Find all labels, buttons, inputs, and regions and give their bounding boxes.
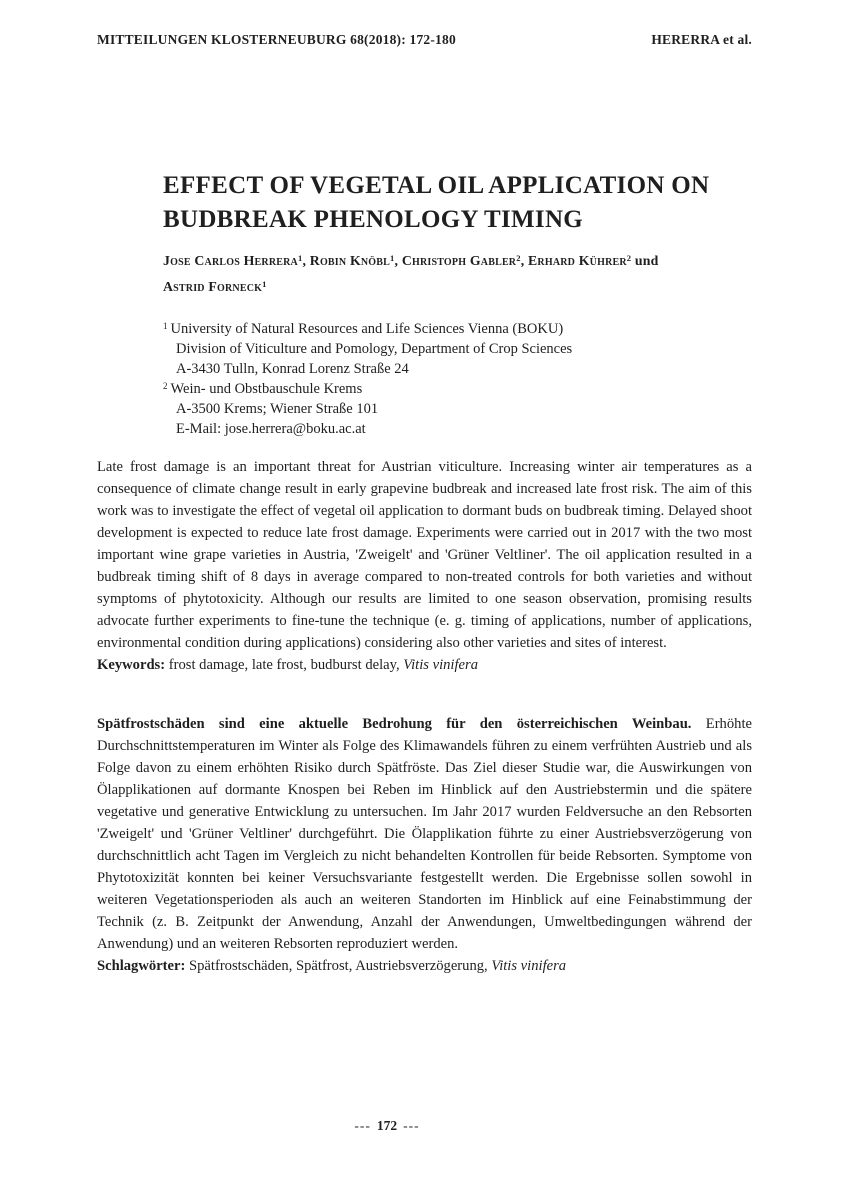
keywords-text: frost damage, late frost, budburst delay,: [165, 657, 404, 673]
author-separator: ,: [520, 253, 529, 268]
affiliation-1: [163, 319, 752, 379]
abstract-english: [97, 456, 752, 676]
schlagwoerter-line: [97, 955, 752, 977]
affiliation-2: [163, 379, 752, 439]
affiliation-marker: 1: [163, 320, 168, 331]
author-list: [163, 248, 752, 300]
affiliation-text: Wein- und Obstbauschule Krems: [170, 381, 363, 397]
affiliation-text: University of Natural Resources and Life Sciences Vienna (BOKU): [170, 321, 564, 337]
schlagwoerter-label: Schlagwörter:: [97, 958, 186, 974]
abstract-german-text: Erhöhte Durchschnittstemperaturen im Winter als Folge des Klimawandels führen zu einem verfrühten Austrieb und als Folge davon zu einem erhöhten Risiko durch Spätfröste. Das Ziel dieser Studie war, die Auswirkungen von Ölapplikationen auf dormante Knospen bei Reben im Hinblick auf den Austriebstermin und die spätere vegetative und generative Entwicklung zu untersuchen. Im Jahr 2017 wurden Feldversuche an den Rebsorten 'Zweigelt' und 'Grüner Veltliner' durchgeführt. Die Ölapplikation führte zu einer Austriebsverzögerung von durchschnittlich acht Tagen im Vergleich zu nicht behandelten Kontrollen für beide Rebsorten. Symptome von Phytotoxizität konnten bei keiner Versuchsvariante festgestellt werden. Die Ergebnisse sollen sowohl in weiteren Vegetationsperioden als auch an weiteren Standorten im Hinblick auf eine Feinabstimmung der Technik (z. B. Zeitpunkt der Anwendung, Anzahl der Anwendungen, Umweltbedingungen während der Anwendung) und an weiteren Rebsorten reproduziert werden.: [97, 716, 752, 952]
page-footer: [97, 1118, 677, 1134]
author-name: Erhard Kührer: [528, 253, 627, 268]
affiliation-line: [163, 379, 752, 399]
affiliation-line: A-3500 Krems; Wiener Straße 101: [176, 401, 379, 417]
keywords-species-italic: Vitis vinifera: [403, 657, 478, 673]
schlagwoerter-species-italic: Vitis vinifera: [491, 958, 567, 974]
author-affiliation-marker: 1: [297, 253, 303, 264]
author-affiliation-marker: 2: [516, 253, 521, 264]
header-author-short: HERERRA et al.: [651, 32, 752, 47]
author-line-1: [163, 248, 752, 274]
page-number: 172: [376, 1118, 398, 1133]
article-title-line2: BUDBREAK PHENOLOGY TIMING: [163, 206, 584, 233]
schlagwoerter-text: Spätfrostschäden, Spätfrost, Austriebsverzögerung,: [185, 958, 492, 974]
author-affiliation-marker: 1: [262, 279, 267, 290]
abstract-english-body: [97, 456, 752, 654]
affiliation-line: A-3430 Tulln, Konrad Lorenz Straße 24: [176, 361, 409, 377]
footer-dash-right: ---: [403, 1118, 420, 1133]
abstract-german-body: [97, 713, 752, 955]
affiliations-block: [163, 319, 752, 439]
author-separator: ,: [302, 253, 310, 268]
author-line-2: [163, 274, 752, 300]
footer-dash-left: ---: [354, 1118, 371, 1133]
author-name: Jose Carlos Herrera: [163, 253, 298, 268]
author-affiliation-marker: 2: [626, 253, 632, 264]
article-title: [163, 169, 752, 237]
abstract-english-text: Late frost damage is an important threat for Austrian viticulture. Increasing winter air temperatures as a consequence of climate change result in early grapevine budbreak and increased late frost risk. The aim of this work was to investigate the effect of vegetal oil application to dormant buds on budbreak timing. Delayed shoot development is expected to reduce late frost damage. Experiments were carried out in 2017 with the two most important wine grape varieties in Austria, 'Zweigelt' and 'Grüner Veltliner'. The oil application resulted in a budbreak timing shift of 8 days in average compared to non-treated controls for both varieties and without symptoms of phytotoxicity. Although our results are limited to one season observation, promising results advocate further experiments to fine-tune the technique (e. g. timing of applications, number of applications, environmental condition during applications) considering also other varieties and sites of interest.: [97, 459, 752, 651]
affiliation-marker: 2: [163, 380, 168, 391]
running-header: [97, 32, 752, 48]
affiliation-line: [163, 319, 752, 339]
author-separator: ,: [394, 253, 402, 268]
keywords-line: [97, 654, 752, 676]
author-name: Christoph Gabler: [401, 253, 517, 268]
author-separator: und: [631, 253, 659, 268]
affiliation-email: E-Mail: jose.herrera@boku.ac.at: [176, 421, 366, 437]
author-name: Robin Knöbl: [309, 253, 391, 268]
author-name: Astrid Forneck: [163, 279, 263, 294]
abstract-german-lead-bold: Spätfrostschäden sind eine aktuelle Bedrohung für den österreichischen Weinbau.: [97, 716, 692, 732]
article-title-line1: EFFECT OF VEGETAL OIL APPLICATION ON: [163, 172, 710, 199]
affiliation-line: Division of Viticulture and Pomology, Department of Crop Sciences: [176, 341, 573, 357]
header-journal-citation: MITTEILUNGEN KLOSTERNEUBURG 68(2018): 172-180: [97, 32, 456, 47]
abstract-german: [97, 713, 752, 977]
keywords-label: Keywords:: [97, 657, 166, 673]
author-affiliation-marker: 1: [390, 253, 395, 264]
